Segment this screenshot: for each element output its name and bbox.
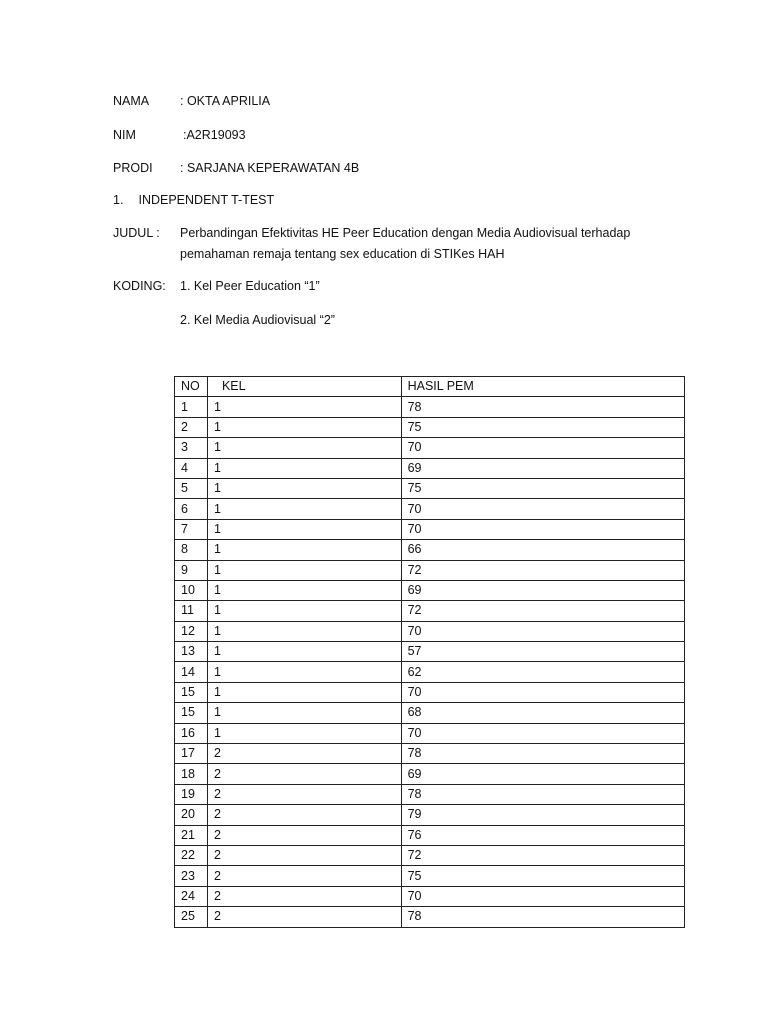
section-number: 1.: [113, 193, 124, 207]
cell-hasil-pem: 75: [401, 866, 684, 886]
table-row: [175, 907, 685, 927]
cell-kel: 2: [207, 845, 401, 865]
cell-hasil-pem: 70: [401, 499, 684, 519]
table-body: [175, 397, 685, 927]
cell-no: 20: [175, 805, 208, 825]
table-row: [175, 825, 685, 845]
cell-no: 17: [175, 744, 208, 764]
cell-hasil-pem: 62: [401, 662, 684, 682]
cell-hasil-pem: 79: [401, 805, 684, 825]
table-row: [175, 682, 685, 702]
cell-no: 9: [175, 560, 208, 580]
cell-no: 3: [175, 438, 208, 458]
cell-hasil-pem: 69: [401, 458, 684, 478]
cell-no: 16: [175, 723, 208, 743]
cell-hasil-pem: 70: [401, 621, 684, 641]
table-row: [175, 886, 685, 906]
cell-kel: 1: [207, 560, 401, 580]
header-no: NO: [175, 377, 208, 397]
judul-row: [113, 223, 640, 265]
table-row: [175, 703, 685, 723]
cell-kel: 1: [207, 540, 401, 560]
cell-no: 10: [175, 580, 208, 600]
cell-no: 23: [175, 866, 208, 886]
table-row: [175, 621, 685, 641]
cell-kel: 1: [207, 703, 401, 723]
table-row: [175, 784, 685, 804]
cell-hasil-pem: 57: [401, 642, 684, 662]
cell-kel: 2: [207, 805, 401, 825]
cell-no: 6: [175, 499, 208, 519]
cell-kel: 1: [207, 417, 401, 437]
table-header-row: [175, 377, 685, 397]
table-row: [175, 397, 685, 417]
table-row: [175, 662, 685, 682]
cell-no: 4: [175, 458, 208, 478]
cell-kel: 1: [207, 458, 401, 478]
cell-hasil-pem: 70: [401, 438, 684, 458]
cell-no: 24: [175, 886, 208, 906]
cell-kel: 1: [207, 621, 401, 641]
cell-hasil-pem: 66: [401, 540, 684, 560]
cell-hasil-pem: 78: [401, 397, 684, 417]
cell-kel: 1: [207, 642, 401, 662]
table-row: [175, 458, 685, 478]
cell-kel: 1: [207, 478, 401, 498]
judul-line-1: Perbandingan Efektivitas HE Peer Education dengan Media Audiovisual terhadap: [180, 226, 631, 240]
cell-hasil-pem: 76: [401, 825, 684, 845]
nim-row: [113, 125, 246, 146]
table-row: [175, 866, 685, 886]
cell-no: 11: [175, 601, 208, 621]
cell-no: 12: [175, 621, 208, 641]
table-row: [175, 499, 685, 519]
cell-no: 19: [175, 784, 208, 804]
cell-no: 21: [175, 825, 208, 845]
cell-hasil-pem: 75: [401, 417, 684, 437]
cell-kel: 1: [207, 662, 401, 682]
cell-hasil-pem: 70: [401, 723, 684, 743]
cell-no: 22: [175, 845, 208, 865]
cell-hasil-pem: 70: [401, 682, 684, 702]
table-row: [175, 417, 685, 437]
nim-label: NIM: [113, 128, 136, 142]
table-row: [175, 845, 685, 865]
cell-kel: 1: [207, 519, 401, 539]
cell-kel: 2: [207, 907, 401, 927]
cell-no: 15: [175, 703, 208, 723]
section-title: INDEPENDENT T-TEST: [138, 193, 275, 207]
table-row: [175, 438, 685, 458]
table-row: [175, 805, 685, 825]
nim-value: :A2R19093: [183, 128, 246, 142]
nama-label: NAMA: [113, 94, 150, 108]
cell-hasil-pem: 78: [401, 744, 684, 764]
koding-item-2: 2. Kel Media Audiovisual “2”: [180, 313, 335, 327]
prodi-value: : SARJANA KEPERAWATAN 4B: [180, 161, 360, 175]
cell-hasil-pem: 78: [401, 907, 684, 927]
prodi-row: [113, 158, 359, 179]
section-heading: [113, 190, 274, 211]
table-row: [175, 540, 685, 560]
koding-label: KODING:: [113, 279, 166, 293]
cell-hasil-pem: 70: [401, 886, 684, 906]
table-row: [175, 642, 685, 662]
cell-no: 7: [175, 519, 208, 539]
cell-hasil-pem: 69: [401, 764, 684, 784]
cell-kel: 1: [207, 499, 401, 519]
cell-kel: 2: [207, 764, 401, 784]
koding-row: [113, 276, 320, 297]
cell-kel: 1: [207, 397, 401, 417]
cell-kel: 1: [207, 723, 401, 743]
cell-hasil-pem: 69: [401, 580, 684, 600]
cell-hasil-pem: 68: [401, 703, 684, 723]
cell-kel: 1: [207, 682, 401, 702]
cell-kel: 2: [207, 866, 401, 886]
header-hasil-pem: HASIL PEM: [401, 377, 684, 397]
table-row: [175, 601, 685, 621]
cell-kel: 1: [207, 580, 401, 600]
koding-item-1: 1. Kel Peer Education “1”: [180, 279, 320, 293]
table-row: [175, 478, 685, 498]
header-kel: KEL: [207, 377, 401, 397]
cell-no: 13: [175, 642, 208, 662]
table-row: [175, 560, 685, 580]
cell-no: 15: [175, 682, 208, 702]
cell-hasil-pem: 72: [401, 560, 684, 580]
table-row: [175, 519, 685, 539]
cell-no: 1: [175, 397, 208, 417]
cell-hasil-pem: 70: [401, 519, 684, 539]
cell-kel: 2: [207, 886, 401, 906]
nama-row: [113, 91, 270, 112]
cell-hasil-pem: 78: [401, 784, 684, 804]
cell-no: 18: [175, 764, 208, 784]
cell-kel: 2: [207, 744, 401, 764]
cell-kel: 2: [207, 825, 401, 845]
nama-value: : OKTA APRILIA: [180, 94, 271, 108]
judul-label: JUDUL :: [113, 226, 160, 240]
table-row: [175, 580, 685, 600]
cell-no: 5: [175, 478, 208, 498]
cell-kel: 2: [207, 784, 401, 804]
data-table: [174, 376, 685, 928]
judul-text: [180, 223, 640, 265]
cell-no: 14: [175, 662, 208, 682]
table-row: [175, 723, 685, 743]
prodi-label: PRODI: [113, 161, 153, 175]
cell-no: 25: [175, 907, 208, 927]
cell-hasil-pem: 72: [401, 601, 684, 621]
cell-no: 8: [175, 540, 208, 560]
cell-kel: 1: [207, 438, 401, 458]
cell-hasil-pem: 72: [401, 845, 684, 865]
cell-kel: 1: [207, 601, 401, 621]
table-row: [175, 764, 685, 784]
table-row: [175, 744, 685, 764]
cell-no: 2: [175, 417, 208, 437]
cell-hasil-pem: 75: [401, 478, 684, 498]
judul-line-2: pemahaman remaja tentang sex education di STIKes HAH: [180, 247, 505, 261]
